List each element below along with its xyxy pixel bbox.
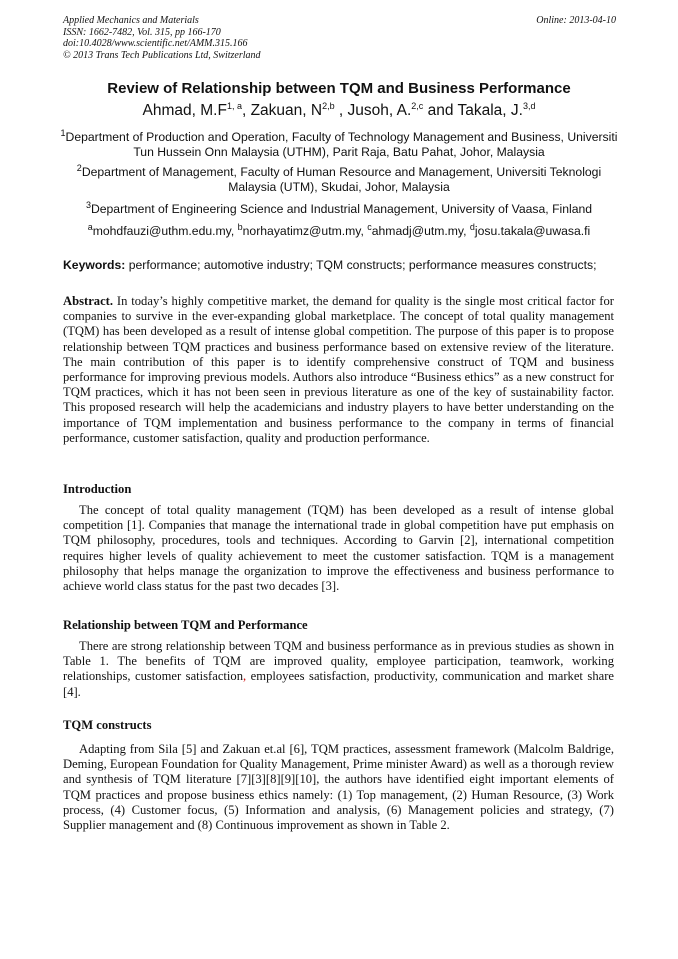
email[interactable]: ahmadj@utm.my, <box>371 224 470 238</box>
paper-title: Review of Relationship between TQM and Business Performance <box>107 80 571 97</box>
author-sup: 2,c <box>411 100 424 111</box>
section-heading-introduction: Introduction <box>63 482 132 496</box>
author-sup: 3,d <box>522 100 536 111</box>
section-heading-constructs: TQM constructs <box>63 718 152 732</box>
affiliation-num: 2 <box>76 162 82 173</box>
affiliation-2 <box>60 162 618 195</box>
doi-line: doi:10.4028/www.scientific.net/AMM.315.166 <box>63 38 248 49</box>
author-list <box>0 102 678 120</box>
email-sup: b <box>237 221 243 232</box>
email-list <box>60 221 618 239</box>
journal-header <box>63 15 616 61</box>
author-name: Ahmad, M.F <box>142 102 227 119</box>
relationship-text: employees satisfaction, productivity, communication and market share [4]. <box>63 669 614 699</box>
introduction-paragraph <box>63 503 614 594</box>
affiliation-num: 1 <box>60 127 66 138</box>
author-name: , Zakuan, N <box>241 102 323 119</box>
abstract-text: In today’s highly competitive market, the demand for quality is the single most critical factor for companies to survive in the ever-expanding global marketplace. The concept of total quality management (TQM) has been developed as a result of intense global competition. The purpose of this paper is to propose relationship between TQM practices and business performance based on extensive review of the literature. The main contribution of this paper is to identify comprehensive construct of TQM and business performance for improving previous models. Authors also introduce “Business ethics” as a new construct for TQM practices, which it has not been seen in previous literature as one of the key of sustainability factor. This proposed research will help the academicians and industry players to have better understanding on the importance of TQM implementation and business performance to the company in terms of financial performance, customer satisfaction, quality and production performance. <box>63 294 614 445</box>
author-sup: 2,b <box>322 100 335 111</box>
email[interactable]: mohdfauzi@uthm.edu.my, <box>92 224 238 238</box>
section-heading-relationship: Relationship between TQM and Performance <box>63 618 308 632</box>
author-name: and Takala, J. <box>423 102 523 119</box>
email[interactable]: josu.takala@uwasa.fi <box>474 224 591 238</box>
email-sup: c <box>367 221 372 232</box>
author-name: , Jusoh, A. <box>334 102 412 119</box>
keywords-label: Keywords: <box>63 258 126 272</box>
affiliation-text: Department of Management, Faculty of Human Resource and Management, Universiti Teknologi Malaysia (UTM), Skudai, Johor, Malaysia <box>81 165 602 194</box>
copyright-line: © 2013 Trans Tech Publications Ltd, Switzerland <box>63 49 261 61</box>
relationship-comma: , <box>243 669 247 684</box>
relationship-text: There are strong relationship between TQM and business performance as in previous studies as shown in Table 1. The benefits of TQM are improved quality, employee participation, teamwork, working relationships, customer satisfaction <box>63 639 614 684</box>
journal-name: Applied Mechanics and Materials <box>63 15 199 26</box>
affiliation-text: Department of Engineering Science and Industrial Management, University of Vaasa, Finland <box>90 202 593 216</box>
affiliation-3 <box>60 199 618 217</box>
email-sup: d <box>469 221 475 232</box>
author-sup: 1, a <box>226 100 242 111</box>
affiliation-1 <box>60 127 618 160</box>
online-date: Online: 2013-04-10 <box>536 15 616 26</box>
abstract-label: Abstract. <box>63 294 114 308</box>
email-sup: a <box>87 221 93 232</box>
keywords <box>63 258 623 272</box>
affiliation-text: Department of Production and Operation, Faculty of Technology Management and Business, Universiti Tun Hussein Onn Malaysia (UTHM), Parit Raja, Batu Pahat, Johor, Malaysia <box>65 130 618 159</box>
constructs-text: Adapting from Sila [5] and Zakuan et.al [6], TQM practices, assessment framework (Malcolm Baldrige, Deming, European Foundation for Quality Management, Prime minister Award) as well as a thorough review and synthesis of TQM literature [7][3][8][9][10], the authors have identified eight important elements of TQM practices and propose business ethics namely: (1) Top management, (2) Human Resource, (3) Work process, (4) Customer focus, (5) Information and analysis, (6) Management policies and strategy, (7) Supplier management and (8) Continuous improvement as shown in Table 2. <box>63 742 614 833</box>
affiliation-num: 3 <box>85 199 91 210</box>
constructs-paragraph <box>63 742 614 833</box>
introduction-text: The concept of total quality management (TQM) has been developed as a result of intense global competition [1]. Companies that manage the international trade in global competition have put emphasis on TQM philosophy, procedures, tools and techniques. According to Garvin [2], international competition requires higher levels of quality achievement to meet the customer satisfaction. TQM is a management philosophy that helps manage the organization to improve the effectiveness and business performance to achieve world class status for the past two decades [3]. <box>63 503 614 594</box>
abstract <box>63 294 614 446</box>
keywords-text: performance; automotive industry; TQM constructs; performance measures constructs; <box>125 258 597 272</box>
email[interactable]: norhayatimz@utm.my, <box>242 224 368 238</box>
relationship-paragraph <box>63 639 614 700</box>
issn-line: ISSN: 1662-7482, Vol. 315, pp 166-170 <box>63 26 221 38</box>
